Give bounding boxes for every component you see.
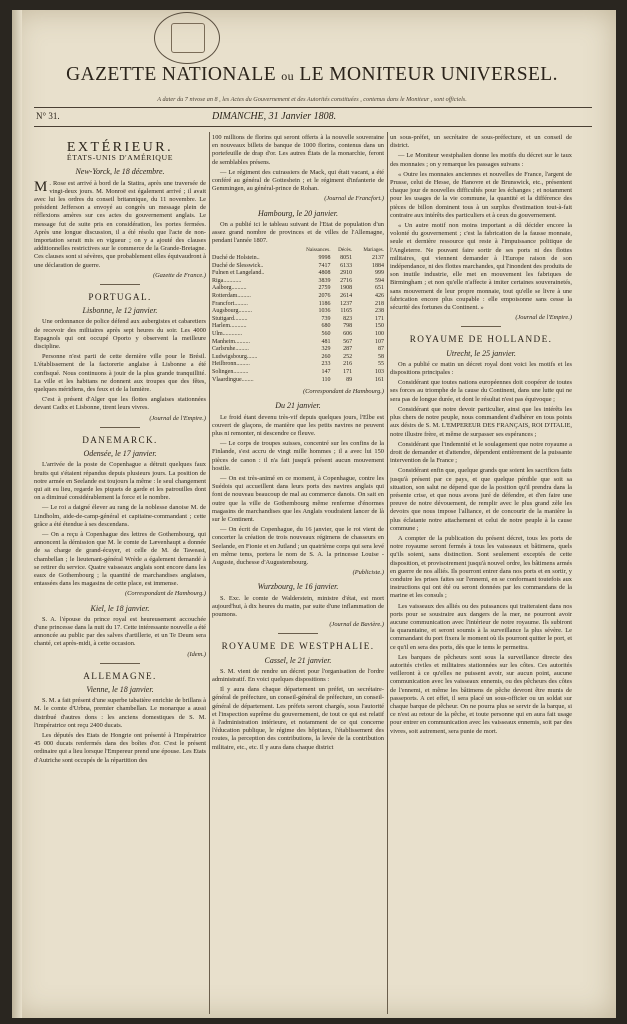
table-cell-value: 6133 <box>340 262 353 269</box>
table-row <box>212 377 384 385</box>
library-stamp-icon <box>154 12 220 64</box>
table-row <box>212 316 384 324</box>
dateline-place: Odensée, le 17 janvier. <box>83 449 157 459</box>
table-cell-value: 560 <box>321 330 331 337</box>
article-paragraph: Il y aura dans chaque département un préfet, un secrétaire-général de préfecture, un conseil-général de préfecture, un conseil-général de département. Les préfets seront chargés, sous l'autorité et l'inspection suprême du gouvernement, de tout ce qui est relatif à l'administration intérieure, et notamment de ce qui concerne l'éducation publique, le régime des hôpitaux, l'établissement des routes, la perception des contributions, la levée de la contribution militaire, etc., etc. Il y aura dans chaque district <box>212 686 384 751</box>
country-heading: DANEMARCK. <box>82 434 158 445</box>
article-paragraph: S. Exc. le comte de Walderstein, ministre d'état, est mort aujourd'hui, à dix heures du matin, par suite d'une inflammation de poumons. <box>212 594 384 618</box>
masthead-title-left: GAZETTE NATIONALE <box>66 64 276 85</box>
table-cell-value: 2759 <box>318 285 331 292</box>
article-paragraph: M . Rose est arrivé à bord de la Statira, après une traversée de vingt-deux jours. M. Monroë est également arrivé ; il avait avec lui les ordres du conseil britannique, du 11 novembre. Le président Jefferson a envoyé au congrès un message plein de réflexions amères sur ces actes du gouvernement anglais. Le message fut de suite pris en considération, les portes fermées. Après une longue discussion, il a été résolu que l'acte de non-importation serait mis en vigueur ; on y a ajouté des clauses additionnelles restrictives sur le commerce de la Grande-Bretagne. Ces clauses sont si sévères, que probablement elles équivaudront à une déclaration de guerre. <box>34 178 206 269</box>
table-cell-value: 233 <box>321 361 331 368</box>
source-credit: (Gazette de France.) <box>152 271 206 279</box>
table-row <box>212 339 384 347</box>
table-cell-value: 55 <box>378 361 384 368</box>
table-row <box>212 308 384 316</box>
table-cell-value: 999 <box>375 270 384 277</box>
separator <box>100 427 140 428</box>
table-cell-value: 110 <box>321 376 331 383</box>
separator <box>278 633 318 634</box>
article-paragraph: Les députés des Etats de Hongrie ont présenté à l'Impératrice 45 000 ducats renfermés dans des boîtes d'or. C'est le présent ordinaire qui a lieu lorsque l'Empereur prend une épouse. Les Etats d'Autriche sont occupés de la répartition des <box>34 731 206 764</box>
dateline-place: Utrecht, le 25 janvier. <box>446 348 516 358</box>
article-paragraph: A compter de la publication du présent décret, tous les ports de notre royaume seront fermés à tous les vaisseaux et bâtimens, quels qu'ils soient, sans distinction. Sont seulement exceptés de cette disposition, et provisoirement jusqu'à nouvel ordre, les bâtimens armés en guerre de nos alliés. Ils pourront entrer dans nos ports et en sortir, y conduire les prises faites sur l'ennemi, en se conformant toutefois aux instructions qui ont été ou seront données par les commandans de la marine et les consuls ; <box>390 534 572 600</box>
table-cell-value: 481 <box>321 338 331 345</box>
table-row <box>212 255 384 263</box>
dateline-place: Du 21 janvier. <box>275 401 321 411</box>
table-cell-value: 651 <box>375 285 384 292</box>
article-paragraph: Les barques de pêcheurs sont sous la surveillance directe des autorités civiles et militaires stationnées sur les côtes. Ces autorités veilleront à ce qu'elles ne puissent avoir, sur aucun point, aucune communication avec les vaisseaux ennemis, ou des pêcheurs des côtes de l'ennemi, et même les bâtimens de pêche devront être munis de passeports. A cet effet, il sera placé un sous-officier ou un soldat sur chaque barque de pêcheur. On ne pourra plus se servir de la barque, si ce n'est au retour de la pêche, et toute personne qui en aura fait usage pour entrer en communication avec les vaisseaux ennemis, soit par des vivres, soit autrement, sera punie de mort. <box>390 653 572 735</box>
table-cell-value: 100 <box>375 330 384 337</box>
table-cell-place: Ludwigsbourg....... <box>212 353 258 360</box>
table-row <box>212 263 384 271</box>
table-cell-place: Ulm............. <box>212 330 243 337</box>
table-cell-place: Harlem........... <box>212 323 247 330</box>
table-cell-place: Aalborg.......... <box>212 285 247 292</box>
column-divider <box>209 132 210 1014</box>
article-paragraph: S. M. vient de rendre un décret pour l'organisation de l'ordre administratif. En voici quelques dispositions : <box>212 667 384 684</box>
separator <box>100 284 140 285</box>
article-paragraph: — Le Moniteur westphalien donne les motifs du décret sur le taux des monnaies ; on y remarque les passages suivans : <box>390 152 572 168</box>
article-paragraph: S. M. a fait présent d'une superbe tabatière enrichie de brillans à M. le comte d'Urbna, premier chambellan. Le monarque a aussi distribué d'autres dons : les anciens domestiques de S. M. l'impératrice ont reçu 2400 ducats. <box>34 697 206 729</box>
table-header: Naissances. <box>306 247 331 254</box>
column-divider <box>387 132 388 1014</box>
masthead <box>32 64 592 86</box>
table-row <box>212 285 384 293</box>
table-cell-value: 2614 <box>340 293 353 299</box>
table-cell-place: Vlaardingue........ <box>212 376 254 383</box>
table-cell-value: 1165 <box>340 308 353 315</box>
table-row <box>212 293 384 301</box>
table-header: Mariages. <box>363 247 384 254</box>
top-rule <box>34 107 592 108</box>
table-cell-value: 3839 <box>318 277 331 284</box>
table-row <box>212 278 384 286</box>
issue-number: N° 31. <box>36 111 60 121</box>
table-cell-place: Riga............ <box>212 277 242 284</box>
article-paragraph: un sous-préfet, un secrétaire de sous-préfecture, et un conseil de district. <box>390 134 572 150</box>
binding-edge <box>12 10 22 1018</box>
article-paragraph: L'arrivée de la poste de Copenhague a détruit quelques faux bruits qui s'étaient répandus depuis plusieurs jours. La position de notre armée en Seelande est toujours la même : le seul changement qui ait eu lieu, regarde les piquets de garde et les patrouilles dont on a diminué considérablement la force et le nombre. <box>34 461 206 502</box>
article-paragraph: On a publié ici le tableau suivant de l'Etat de population d'un assez grand nombre de provinces et de villes de l'Allemagne, pendant l'année 1807. <box>212 220 384 245</box>
table-row <box>212 361 384 369</box>
column-3 <box>390 134 572 1014</box>
table-cell-value: 1186 <box>318 300 331 307</box>
article-paragraph: Les vaisseaux des alliés ou des puissances qui traiteraient dans nos ports pour se soustraire aux dangers de la mer, ne pourront avoir aucune communication avec l'intérieur de notre royaume. Ils subiront la quarantaine, et seront soumis à la surveillance la plus sévère. Le commandant du port fixera le moment où ils pourront quitter le port, et ce qu'il en sera des ports, dès que le tems le permettra. <box>390 602 572 651</box>
table-cell-value: 798 <box>343 323 353 330</box>
table-cell-value: 1884 <box>372 262 384 269</box>
table-cell-value: 606 <box>343 330 353 337</box>
source-credit: (Journal de l'Empire.) <box>149 414 206 422</box>
table-cell-place: Fulnen et Langeland.. <box>212 270 265 277</box>
article-paragraph: S. A. l'épouse du prince royal est heureusement accouchée d'une princesse dans la nuit du 17. Cette intéressante nouvelle a été annoncée au public par des salves d'artillerie, et un Te Deum sera chanté, cet après-midi, à cette occasion. <box>34 615 206 648</box>
dateline-place: Cassel, le 21 janvier. <box>264 655 332 665</box>
dateline-place: Kiel, le 18 janvier. <box>90 603 150 613</box>
table-cell-value: 1908 <box>340 285 353 292</box>
source-credit: (Journal de Bavière.) <box>329 621 384 629</box>
table-cell-value: 9998 <box>318 255 331 262</box>
table-cell-value: 739 <box>321 315 331 322</box>
table-cell-value: 161 <box>375 376 384 383</box>
table-cell-value: 823 <box>343 315 353 322</box>
drop-cap: M <box>34 178 48 195</box>
country-heading: ÉTATS-UNIS D'AMÉRIQUE <box>66 153 174 163</box>
table-cell-place: Augsbourg......... <box>212 308 253 315</box>
table-row <box>212 346 384 354</box>
table-header: Décès. <box>338 247 353 254</box>
table-cell-value: 171 <box>343 368 353 375</box>
table-cell-value: 567 <box>343 338 353 345</box>
article-paragraph: Considérant que l'indemnité et le soulagement que notre royaume a droit de demander et d'attendre, dépendent entièrement de la puissante intervention de la France ; <box>390 440 572 465</box>
table-cell-value: 218 <box>375 300 384 307</box>
table-cell-value: 107 <box>375 338 384 345</box>
table-cell-value: 287 <box>343 346 353 353</box>
table-cell-value: 2910 <box>340 270 353 277</box>
source-credit: (Journal de Francfort.) <box>324 195 384 203</box>
table-cell-value: 260 <box>321 353 331 360</box>
table-cell-value: 8051 <box>340 255 353 262</box>
section-heading: EXTÉRIEUR. <box>66 140 174 155</box>
separator <box>100 663 140 664</box>
masthead-ou: ou <box>281 69 295 83</box>
table-cell-value: 2076 <box>318 293 331 299</box>
source-credit: (Correspondant de Hambourg.) <box>302 388 384 396</box>
table-cell-value: 58 <box>378 353 384 360</box>
table-cell-value: 4808 <box>318 270 331 277</box>
masthead-subline: A dater du 7 nivose an 8 , les Actes du Gouvernement et des Autorités constituées , contenus dans le Moniteur , sont officiels. <box>157 96 467 103</box>
table-cell-value: 594 <box>375 277 384 284</box>
table-row <box>212 369 384 377</box>
table-cell-place: Duché de Holstein.. <box>212 255 260 262</box>
table-cell-value: 216 <box>343 361 353 368</box>
source-credit: (Publiciste.) <box>352 569 384 577</box>
article-paragraph: Considérant que notre devoir particulier, ainsi que les intérêts les plus chers de notre peuple, nous commandent d'adhérer en tous points aux désirs de S. M. L'EMPEREUR DES FRANÇAIS, ROI D'ITALIE, notre illustre frère, et même de surpasser ses espérances ; <box>390 405 572 438</box>
article-paragraph: « Outre les monnaies anciennes et nouvelles de France, l'argent de Prusse, celui de Hesse, de Hanovre et de Brunswick, etc., présentent chaque jour de nouvelles difficultés pour les échanges ; et notamment pour les usages de la vie commune, la quantité et la différence des pièces de billon dominent tous à un surplus d'estimation tout-à-fait contraire aux intérêts des particuliers et à ceux du gouvernement. <box>390 170 572 219</box>
column-1 <box>34 134 206 1014</box>
source-credit: (Correspondant de Hambourg.) <box>124 590 206 598</box>
table-row <box>212 331 384 339</box>
newspaper-page <box>12 10 616 1018</box>
table-cell-place: Manheim.......... <box>212 338 250 345</box>
article-paragraph: Considérant enfin que, quelque grands que soient les sacrifices faits jusqu'à présent par ce pays, et que quelque pénible que soit sa situation, son salut ne dépend que de la position qu'il prendra dans la présente crise, et que nous avons juré de défendre, et d'en faire une preuve de notre dévouement, de remplir avec le plus grand zèle les devoirs que nous impose l'alliance, et de concourir de la manière la plus éclatante notre attachement et celui de notre peuple à la cause commune ; <box>390 467 572 532</box>
table-cell-value: 2137 <box>372 255 384 262</box>
table-cell-value: 171 <box>375 315 384 322</box>
dateline-place: Lisbonne, le 12 janvier. <box>82 306 158 316</box>
separator <box>461 326 501 327</box>
article-paragraph: Le froid étant devenu très-vif depuis quelques jours, l'Elbe est couvert de glaçons, de manière que les petits navires ne peuvent plus ni remonter, ni descendre ce fleuve. <box>212 413 384 437</box>
article-paragraph: « Un autre motif non moins important a dû décider encore la volonté du gouvernement ; c'est la fabrication de la fausse monnaie, seule et dernière ressource qui reste à l'impuissance politique de l'Angleterre. Ne pouvant faire sortir de ses ports ni des flottes militaires, qui viennent demander à l'Europe raison de son indépendance, ni des flottes marchandes, qui l'inondent des produits de son inutile industrie, elle met en mouvement les fabriques de Birmingham ; et non qu'elle n'affecte à imiter certaines souverainetés, sans mouvement de leur propre monnaie, tout qu'elle se livre à une fabrication encore plus coupable : elle empoisonne sans cesse la sécurité des fortunes du Continent. » <box>390 222 572 312</box>
population-table <box>212 247 384 384</box>
table-cell-place: Rotterdam......... <box>212 293 251 299</box>
table-cell-value: 329 <box>321 346 331 353</box>
dateline-place: New-Yorck, le 18 décembre. <box>75 167 165 177</box>
article-paragraph: 100 millions de florins qui seront offerts à la nouvelle souveraine en nouveaux billets de banque de 1000 florins, contenus dans un portefeuille de drap d'or. Les autres États de la monarchie, feront de semblables présens. <box>212 134 384 166</box>
table-cell-value: 103 <box>375 368 384 375</box>
date-rule <box>34 126 592 127</box>
column-2 <box>212 134 384 1014</box>
country-heading: ROYAUME DE WESTPHALIE. <box>221 641 375 652</box>
table-cell-value: 1237 <box>340 300 353 307</box>
table-row <box>212 301 384 309</box>
article-paragraph: — On a reçu à Copenhague des lettres de Gothembourg, qui annoncent la démission que M. le comte de Lævenhaupt a donnée de sa charge de grand-écuyer, et celle de M. de Taweast, chambellan ; le lieutenant-général Wrède a également demandé à se retirer du service. Quatre vaisseaux anglais sont encore dans les eaux de Gothembourg ; la quantité de marchandises anglaises, entassées dans les magasins de cette place, est immense. <box>34 530 206 588</box>
dateline-place: Wurzbourg, le 16 janvier. <box>257 582 339 592</box>
table-row <box>212 270 384 278</box>
country-heading: ROYAUME DE HOLLANDE. <box>409 334 553 345</box>
source-credit: (Idem.) <box>187 650 206 658</box>
source-credit: (Journal de l'Empire.) <box>515 314 572 322</box>
table-cell-value: 7417 <box>318 262 331 269</box>
table-cell-value: 147 <box>321 368 331 375</box>
article-paragraph: On a publié ce matin un décret royal dont voici les motifs et les dispositions principales : <box>390 360 572 377</box>
masthead-title-right: LE MONITEUR UNIVERSEL. <box>299 64 558 85</box>
dateline-place: Hambourg, le 20 janvier. <box>258 208 338 218</box>
table-cell-place: Carlsruhe......... <box>212 346 249 353</box>
table-cell-value: 680 <box>321 323 331 330</box>
table-cell-value: 150 <box>375 323 384 330</box>
issue-date: DIMANCHE, 31 Janvier 1808. <box>212 111 337 122</box>
article-paragraph: C'est à présent d'Alger que les flottes anglaises stationnées devant Cadix et Lisbonne, tirent leurs vivres. <box>34 396 206 412</box>
table-cell-place: Francfort......... <box>212 300 248 307</box>
article-paragraph: — Le roi a daigné élever au rang de la noblesse danoise M. de Lindholm, aide-de-camp-général et capitaine-commandant ; cette grâce a été étendue à ses descendans. <box>34 504 206 528</box>
table-cell-place: Duché de Slesswick.. <box>212 262 264 269</box>
article-paragraph: — Le corps de troupes suisses, concentré sur les confins de la Finlande, s'est accru de vingt mille hommes ; il a avec lui 150 pièces de canon : il n'a fait jusqu'à présent aucun mouvement hostile. <box>212 440 384 472</box>
article-paragraph: Considérant que toutes nations européennes doit coopérer de toutes ses forces au triomphe de la cause du Continent, dans une lutte qui ne sera pas de longue durée, et dont le résultat n'est pas équivoque ; <box>390 379 572 403</box>
table-cell-value: 238 <box>375 308 384 315</box>
article-paragraph: — On écrit de Copenhague, du 16 janvier, que le roi vient de concerter la création de trois nouveaux régimens de chasseurs en Seelande, en Fionie et en Jutland ; un quatrième corps qui sera levé en même tems, portera le nom de S. A. la princesse Louise - Auguste, duchesse d'Augustembourg. <box>212 526 384 566</box>
dateline-place: Vienne, le 18 janvier. <box>86 684 154 694</box>
table-cell-place: Heilbronn......... <box>212 361 250 368</box>
table-cell-value: 1036 <box>318 308 331 315</box>
table-cell-place: Stuttgard......... <box>212 315 248 322</box>
table-cell-value: 252 <box>343 353 353 360</box>
table-row <box>212 354 384 362</box>
article-paragraph: Personne n'est parti de cette dernière ville pour le Brésil. L'établissement de la factorerie anglaise à Lisbonne a été confisqué. Nous continuons à jouir de la plus grande tranquillité. La ville et les habitans ne donnent aux troupes que des fêtes, quelques méridiens, des feux et de la lumière. <box>34 353 206 394</box>
table-cell-value: 87 <box>378 346 384 353</box>
article-paragraph: — Le régiment des cuirassiers de Mack, qui était vacant, a été conféré au général de Gotteshein ; et le régiment d'infanterie de Gemmingen, au général-prince de Rohan. <box>212 168 384 193</box>
table-cell-value: 89 <box>346 376 353 383</box>
table-cell-value: 2716 <box>340 277 353 284</box>
article-paragraph: — On est très-animé en ce moment, à Copenhague, contre les Suédois qui accueillent dans leurs ports des navires anglais qui font de nouveau beaucoup de mal au commerce danois. On sait en outre que la ville de Gothembourg même renferme d'énormes magasins de marchandises que les Anglais voudraient lancer de là sur le Continent. <box>212 474 384 523</box>
table-cell-place: Solingen.......... <box>212 368 249 375</box>
article-paragraph: Une ordonnance de police défend aux aubergistes et cabaretiers de recevoir des militaires après sept heures du soir. Les 4000 Espagnols qui ont occupé Oporto y observent la meilleure discipline. <box>34 318 206 351</box>
table-header-row <box>212 247 384 255</box>
country-heading: PORTUGAL. <box>88 292 152 303</box>
table-row <box>212 323 384 331</box>
table-cell-value: 426 <box>375 293 384 299</box>
country-heading: ALLEMAGNE. <box>83 670 157 681</box>
